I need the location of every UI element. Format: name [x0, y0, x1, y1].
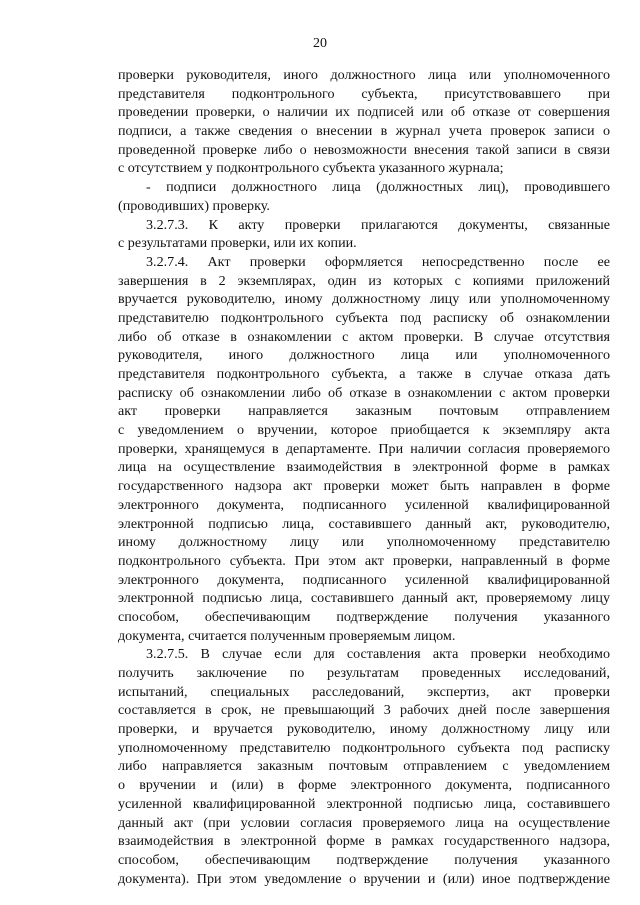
- text-line: расписку об ознакомлении либо об отказе в ознакомлении с актом проверки: [118, 384, 610, 401]
- text-line: проверки руководителя, иного должностного лица или уполномоченного: [118, 67, 610, 83]
- text-line: усиленной квалифицированной электронной подписью лица, составившего: [118, 795, 610, 812]
- text-line: акт проверки направляется заказным почтовым отправлением: [118, 403, 610, 420]
- text-line: руководителя, иного должностного лица или уполномоченного: [118, 347, 610, 364]
- text-line: документа, считается полученным проверяемым лицом.: [118, 627, 456, 644]
- text-line: с отсутствием у подконтрольного субъекта указанного журнала;: [118, 160, 504, 177]
- text-line: способом, обеспечивающим подтверждение получения указанного: [118, 608, 610, 625]
- text-line: о вручении и (или) в форме электронного документа, подписанного: [118, 777, 610, 794]
- text-line: получить заключение по результатам проведенных исследований,: [118, 665, 610, 681]
- text-line: взаимодействия в электронной форме в рамках государственного надзора,: [118, 833, 610, 850]
- text-line: проведении проверки, о наличии их подписей или об отказе от совершения: [118, 104, 610, 121]
- text-line: с уведомлением о вручении, которое приобщается к экземпляру акта: [118, 422, 610, 439]
- text-line: электронного документа, подписанного усиленной квалифицированной: [118, 571, 610, 588]
- text-line: проверки, и вручается руководителю, иному должностному лицу или: [118, 721, 610, 738]
- body-text: [118, 66, 610, 888]
- page-number: 20: [313, 36, 327, 51]
- text-line: 3.2.7.3. К акту проверки прилагаются документы, связанные: [146, 216, 610, 233]
- text-line: подписи, а также сведения о внесении в журнал учета проверок записи о: [118, 123, 610, 140]
- text-line: представителю подконтрольного субъекта под расписку об ознакомлении: [118, 309, 610, 326]
- text-line: проверки, хранящемуся в департаменте. При наличии согласия проверяемого: [118, 440, 610, 457]
- text-line: (проводивших) проверку.: [118, 197, 270, 214]
- text-line: электронной подписью лица, составившего данный акт, руководителю,: [118, 515, 610, 532]
- text-line: проведенной проверке либо о невозможности внесения такой записи в связи: [118, 141, 610, 158]
- text-line: подконтрольного субъекта. При этом акт проверки, направленный в форме: [118, 552, 610, 569]
- text-line: либо направляется заказным почтовым отправлением с уведомлением: [118, 758, 610, 775]
- text-line: либо об отказе в ознакомлении с актом проверки. В случае отсутствия: [118, 328, 610, 345]
- text-line: представителя подконтрольного субъекта, присутствовавшего при: [118, 85, 610, 102]
- text-line: иному должностному лицу или уполномоченному представителю: [118, 534, 610, 551]
- text-line: составляется в срок, не превышающий 3 рабочих дней после завершения: [118, 702, 610, 719]
- text-line: представителя подконтрольного субъекта, а также в случае отказа дать: [118, 366, 610, 382]
- text-line: государственного надзора акт проверки может быть направлен в форме: [118, 478, 610, 495]
- text-line: способом, обеспечивающим подтверждение получения указанного: [118, 851, 610, 868]
- text-line: уполномоченному представителю подконтрольного субъекта под расписку: [118, 739, 610, 756]
- text-line: лица на осуществление взаимодействия в электронной форме в рамках: [118, 459, 610, 476]
- text-line: вручается руководителю, иному должностному лицу или уполномоченному: [118, 291, 610, 308]
- text-line: 3.2.7.4. Акт проверки оформляется непосредственно после ее: [146, 253, 610, 270]
- text-line: с результатами проверки, или их копии.: [118, 235, 357, 252]
- text-line: электронного документа, подписанного усиленной квалифицированной: [118, 496, 610, 513]
- text-line: 3.2.7.5. В случае если для составления акта проверки необходимо: [146, 646, 610, 663]
- text-line: электронной подписью лица, составившего данный акт, проверяемому лицу: [118, 590, 610, 607]
- text-line: завершения в 2 экземплярах, один из которых с копиями приложений: [118, 272, 610, 289]
- text-line: документа). При этом уведомление о вручении и (или) иное подтверждение: [118, 870, 610, 887]
- text-line: испытаний, специальных расследований, экспертиз, акт проверки: [118, 683, 610, 700]
- text-line: - подписи должностного лица (должностных лиц), проводившего: [146, 179, 610, 196]
- text-line: данный акт (при условии согласия проверяемого лица на осуществление: [118, 814, 610, 831]
